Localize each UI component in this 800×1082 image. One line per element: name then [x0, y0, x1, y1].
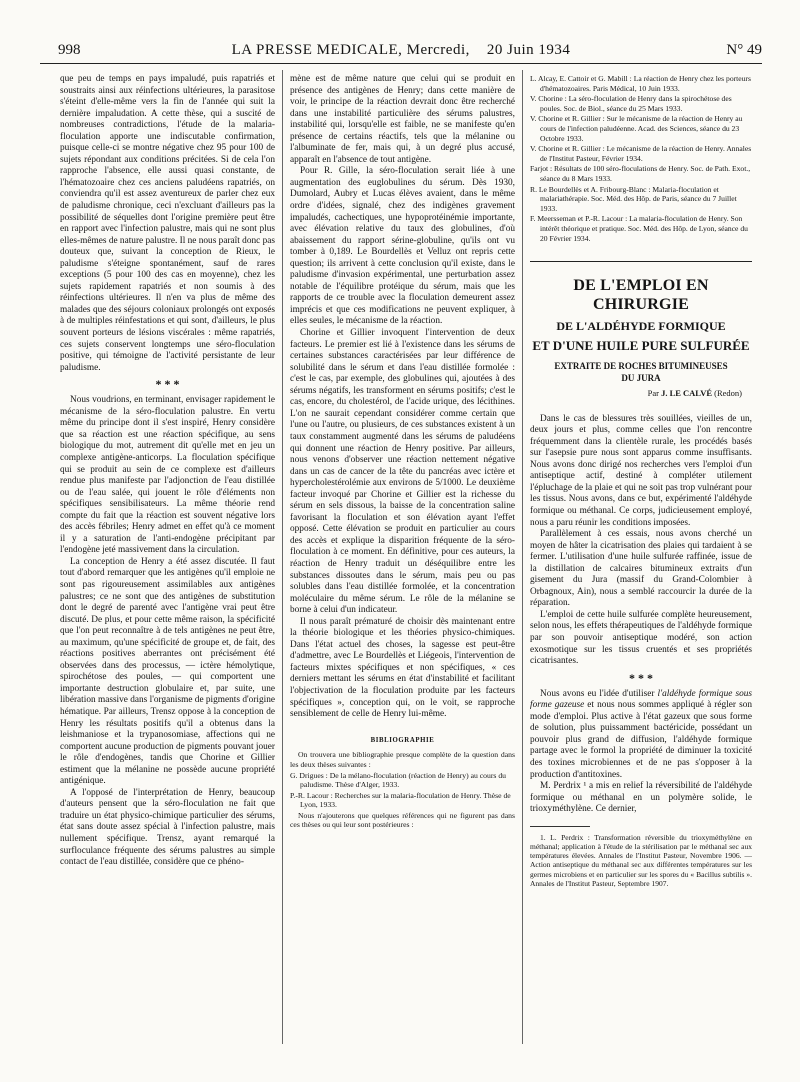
- paragraph: Il nous paraît prématuré de choisir dès maintenant entre la théorie biologique et les théories physico-chimiques. Dans l'état actuel des choses, la sagesse est peut-être d'admettre, avec Le Bourdellès et Liégeois, l'intervention de facteurs mixtes spécifiques et non spécifiques, « ces derniers mettant les sérums en état d'instabilité et facilitant l'objectivation de la floculation produite par les facteurs spécifiques », conception qui, on le voit, se rapproche sensiblement de celle de Henry lui-même.: [290, 616, 515, 720]
- bibliography: [290, 750, 515, 829]
- text-run: Nous avons eu l'idée d'utiliser: [540, 688, 658, 699]
- bibliography-entry: G. Drigues : De la mélano-floculation (réaction de Henry) au cours du paludisme. Thèse d'Alger, 1933.: [290, 770, 507, 790]
- reference-entry: V. Chorine : La séro-floculation de Henry dans la spirochétose des poules. Soc. de Biol., séance du 25 Mars 1933.: [530, 94, 732, 113]
- author-place: (Redon): [714, 388, 742, 399]
- footnote: 1. L. Perdrix : Transformation réversible du trioxyméthylène en méthanal; application à l'étude de la stérilisation par le méthanal sec aux températures élevées. Annales de l'Institut Pasteur, Novembre 1906. — Action antiseptique du méthanal sec aux différentes températures sur les germes microbiens et en particulier sur les spores du « Bacillus subtilis ». Annales de l'Institut Pasteur, Septembre 1907.: [530, 832, 752, 888]
- author-name: J. LE CALVÉ: [661, 388, 713, 399]
- reference-entry: R. Le Bourdellès et A. Fribourg-Blanc : Malaria-floculation et malariathérapie. Soc. Méd. des Hôp. de Paris, séance du 7 Juillet 1933.: [530, 184, 737, 213]
- journal-name: LA PRESSE MEDICALE,: [231, 42, 403, 58]
- paragraph: L'emploi de cette huile sulfurée complète heureusement, selon nous, les effets thérapeutiques de l'aldéhyde formique par son pouvoir antiseptique modéré, son action exosmotique sur les tissus cruentés et ses propriétés cicatrisantes.: [530, 609, 752, 667]
- reference-entry: L. Alcay, E. Cattoir et G. Mabill : La réaction de Henry chez les porteurs d'hématozoaires. Paris Médical, 10 Juin 1933.: [530, 74, 751, 93]
- article-title-line-4: EXTRAITE DE ROCHES BITUMINEUSES: [554, 361, 728, 372]
- column-2: [290, 74, 515, 1064]
- paragraph: La conception de Henry a été assez discutée. Il faut tout d'abord remarquer que les antigènes qu'il emploie ne sont pas rigoureusement assimilables aux antigènes palustres; ce ne sont que des antigènes de substitution dont le degré de parenté avec l'antigène vrai peut être discuté. De plus, et pour cette même raison, la spécificité que l'on peut reconnaître à de tels antigènes ne peut être, au maximum, qu'une spécificité de groupe et, de fait, des réactions positives aberrantes ont précisément été observées dans des processus, — ictère hémolytique, spirochétose des poules, — qui comportent une importante destruction globulaire et, par suite, une libération massive dans l'organisme de pigments d'origine hématique. Par ailleurs, Trensz oppose à la conception de Henry les résultats positifs qu'il a obtenus dans la leishmaniose et la trypanosomiase, affections qui ne comportent aucune production de pigments pouvant jouer le rôle d'endogènes, tandis que Chorine et Gillier estiment que la mélanine ne possède aucune propriété antigénique.: [60, 556, 275, 787]
- bibliography-outro: Nous n'ajouterons que quelques références qui ne figurent pas dans ces thèses ou qui leur sont postérieures :: [290, 810, 515, 830]
- paragraph: M. Perdrix ¹ a mis en relief la réversibilité de l'aldéhyde formique ou méthanal en un polymère solide, le trioxyméthylène. Ce dernier,: [530, 781, 752, 815]
- bibliography-intro: On trouvera une bibliographie presque complète de la question dans les deux thèses suivantes :: [290, 750, 515, 769]
- section-break: * * *: [629, 670, 653, 685]
- paragraph: Pour R. Gille, la séro-floculation serait liée à une augmentation des euglobulines du sérum. Dès 1930, Dumolard, Aubry et Lucas élèves avaient, dans le même ordre d'idées, signalé, chez des indigènes gravement impaludés, cachectiques, une hypoprotéinémie importante, avec élévation relative du taux des globulines, d'où abaissement du rapport sérine-globuline, qu'ils ont vu tomber à 0,189. Le Bourdellès et Velluz ont repris cette question; ils arrivent à cette conclusion qu'il existe, dans le paludisme d'invasion expérimental, une perturbation assez notable de l'équilibre protéique du sérum, mais que les rapports de ce trouble avec la floculation demeurent assez imprécis et que ces modifications ne peuvent expliquer, à elles seules, le mécanisme de la réaction.: [290, 166, 515, 327]
- reference-entry: Farjot : Résultats de 100 séro-floculations de Henry. Soc. de Path. Exot., séance du 8 Mars 1933.: [530, 164, 751, 183]
- column-divider-2: [522, 70, 523, 1044]
- page-header: [40, 42, 762, 62]
- column-1: [60, 74, 275, 1064]
- footnote-rule: [530, 826, 590, 827]
- article-title-line-1: DE L'EMPLOI EN CHIRURGIE: [573, 277, 709, 314]
- reference-entry: F. Meersseman et P.-R. Lacour : La malaria-floculation de Henry. Son intérêt théorique et pratique. Soc. Méd. des Hôp. de Lyon, séance du 20 Février 1934.: [530, 214, 748, 243]
- article-title-line-3: ET D'UNE HUILE PURE SULFURÉE: [532, 338, 750, 354]
- reference-list: [530, 74, 752, 243]
- weekday: Mercredi,: [406, 42, 470, 58]
- running-head: [40, 42, 762, 59]
- bibliography-heading: BIBLIOGRAPHIE: [370, 736, 435, 744]
- header-rule: [40, 63, 762, 64]
- paragraph: Chorine et Gillier invoquent l'intervention de deux facteurs. Le premier est lié à l'existence dans les sérums de certaines substances caractérisées par leur différence de solubilité dans le sérum et dans l'eau distillée formolée : c'est le cas, par exemple, des globulines qui, ajoutées à des sérums négatifs, les transforment en sérums positifs; c'est le cas, encore, du cholestérol, de l'acide urique, des lécithines. L'on ne saurait cependant considérer comme certain que l'une ou l'autre, ou plusieurs, de ces substances existent à un taux constamment augmenté dans les sérums de paludéens qui donnent une réaction de Henry positive. Par ailleurs, nous venons d'observer une réaction nettement négative dans un cas de cancer de la tête du pancréas avec ictère et hypercholestérolémie aux environs de 5/1000. Le deuxième facteur invoqué par Chorine et Gillier est la richesse du sérum en sels dissous, la baisse de la concentration saline favorisant la floculation et son élévation ayant l'effet opposé. Cette élévation se produit en particulier au cours des accès et explique la disparition fréquente de la séro-floculation à ce moment. En définitive, pour ces auteurs, la réaction de Henry traduit un déséquilibre entre les substances dissoutes dans le sérum, mais peu ou pas solubles dans l'eau distillée formolée, et la concentration moléculaire du même sérum. Le rôle de la mélanine se borne à celui d'un indicateur.: [290, 328, 515, 616]
- paragraph: A l'opposé de l'interprétation de Henry, beaucoup d'auteurs pensent que la séro-floculation ne fait que traduire un état physico-chimique particulier des sérums, état sans doute assez spécial à l'infection palustre, mais nullement spécifique. Trensz, ayant remarqué la surfloculance fréquente des sérums palustres au simple contact de l'eau distillée, considère que ce phéno-: [60, 787, 275, 868]
- issue-number: N° 49: [726, 42, 762, 58]
- paragraph: que peu de temps en pays impaludé, puis rapatriés et soustraits ainsi aux réinfections ultérieures, la parasitose s'éteint d'elle-même vers la fin de l'année qui suit la dernière impaludation. A cette thèse, qui a suscité de nombreuses contradictions, l'étude de la malaria-floculation apporte une indiscutable confirmation, puisque celle-ci se montre négative chez 95 pour 100 de sujets répondant aux conditions précitées. Si de cela l'on rapproche l'absence, elle aussi quasi constante, de l'hématozoaire chez ces anciens paludéens rapatriés, on conviendra qu'il est assez aventureux de parler chez eux de paludisme chronique, ceci n'excluant d'ailleurs pas la possibilité de séquelles dont l'origine première peut être en rapport avec l'infection palustre, mais qui ne sont plus elles-mêmes de nature palustre. Il ne nous paraît donc pas douteux que, suivant la conception de Rieux, le paludisme s'éteigne spontanément, sauf de rares exceptions (5 pour 100 des cas en moyenne), chez les sujets rapidement rapatriés et non soumis à des réinfections ultérieures. Il n'en va plus de même des malades que des séjours coloniaux prolongés ont exposés à de multiples réinfestations et qui sont, d'ailleurs, le plus souvent porteurs de lésions viscérales : même rapatriés, ces sujets conservent longtemps une séro-floculation positive, qui témoigne de l'activité persistante de leur paludisme.: [60, 74, 275, 373]
- bibliography-entry: P.-R. Lacour : Recherches sur la malaria-floculation de Henry. Thèse de Lyon, 1933.: [290, 790, 511, 810]
- paragraph: Parallèlement à ces essais, nous avons cherché un moyen de hâter la cicatrisation des plaies qui tardaient à se fermer. L'utilisation d'une huile sulfurée raffinée, issue de la distillation de calcaires bitumineux extraits d'un gisement du Jura (massif du Grand-Colombier à Orbagnoux, Ain), nous a semblé raccourcir la durée de la réparation.: [530, 529, 752, 609]
- emphasis: l'aldéhyde formique sous forme gazeuse: [530, 688, 752, 711]
- issue-date: 20 Juin 1934: [486, 42, 571, 58]
- paragraph: Dans le cas de blessures très souillées, vieilles de un, deux jours et plus, comme celles que l'on rencontre fréquemment dans la clientèle rurale, les procédés basés sur l'asepsie pure nous sont apparus comme insuffisants. Nous avons donc dirigé nos recherches vers l'emploi d'un antiseptique actif, destiné à compléter utilement l'épluchage de la plaie et qui ne soit pas trop vulnérant pour les tissus. Nous avons, dans ce but, expérimenté l'aldéhyde formique ou méthanal. Ce corps, judicieusement employé, nous a paru réunir les conditions imposées.: [530, 413, 752, 528]
- reference-entry: V. Chorine et R. Gillier : Le mécanisme de la réaction de Henry. Annales de l'Institut Pasteur, Février 1934.: [530, 144, 752, 163]
- article-byline: [530, 388, 742, 400]
- text-run: et nous nous sommes appliqué à régler son mode d'emploi. Plus active à l'état gazeux que sous forme de solution, plus puissamment bactéricide, possédant un pouvoir plus grand de diffusion, l'aldéhyde formique partage avec le formol la propriété de diminuer la toxicité des toxines microbiennes et de ne pas s'opposer à la production d'antitoxines.: [530, 700, 752, 780]
- paragraph: [530, 689, 752, 781]
- article-title-line-2: DE L'ALDÉHYDE FORMIQUE: [556, 319, 726, 334]
- paragraph: mène est de même nature que celui qui se produit en présence des antigènes de Henry; dans cette manière de voir, le principe de la réaction devrait donc être recherché dans une instabilité particulière des sérums palustres, instabilité qui, lorsqu'elle est faible, ne se manifeste qu'en présence de certains réactifs, tels que la mélanine ou l'albuminate de fer, mais qui, à un degré plus accusé, apparaît en l'absence de tout antigène.: [290, 74, 515, 165]
- column-3: [530, 74, 752, 1064]
- page-number: 998: [58, 42, 81, 58]
- article-rule: [530, 261, 752, 262]
- byline-prefix: Par: [647, 388, 659, 399]
- article-title-line-5: DU JURA: [621, 373, 661, 384]
- paragraph: Nous voudrions, en terminant, envisager rapidement le mécanisme de la séro-floculation palustre. En vertu même du principe dont il s'est inspiré, Henry considère que sa réaction est une réaction spécifique, au sens biologique du mot, autrement dit qu'elle met en jeu un complexe antigène-anticorps. La floculation spécifique qui se produit au sein de ce complexe est d'ailleurs rendue plus manifeste par l'adjonction de l'eau distillée ou de l'eau salée, qui jouent le rôle d'éléments non spécifiques sensibilisateurs. La même théorie rend compte du fait que la réaction est souvent négative lors des accès fébriles; Henry admet en effet qu'à ce moment il y a saturation de l'anti-endogène précipitant par l'endogène jeté massivement dans la circulation.: [60, 395, 275, 556]
- column-divider-1: [282, 70, 283, 1044]
- reference-entry: V. Chorine et R. Gillier : Sur le mécanisme de la réaction de Henry au cours de l'infection paludéenne. Acad. des Sciences, séance du 23 Octobre 1933.: [530, 114, 743, 143]
- section-break: * * *: [155, 377, 180, 392]
